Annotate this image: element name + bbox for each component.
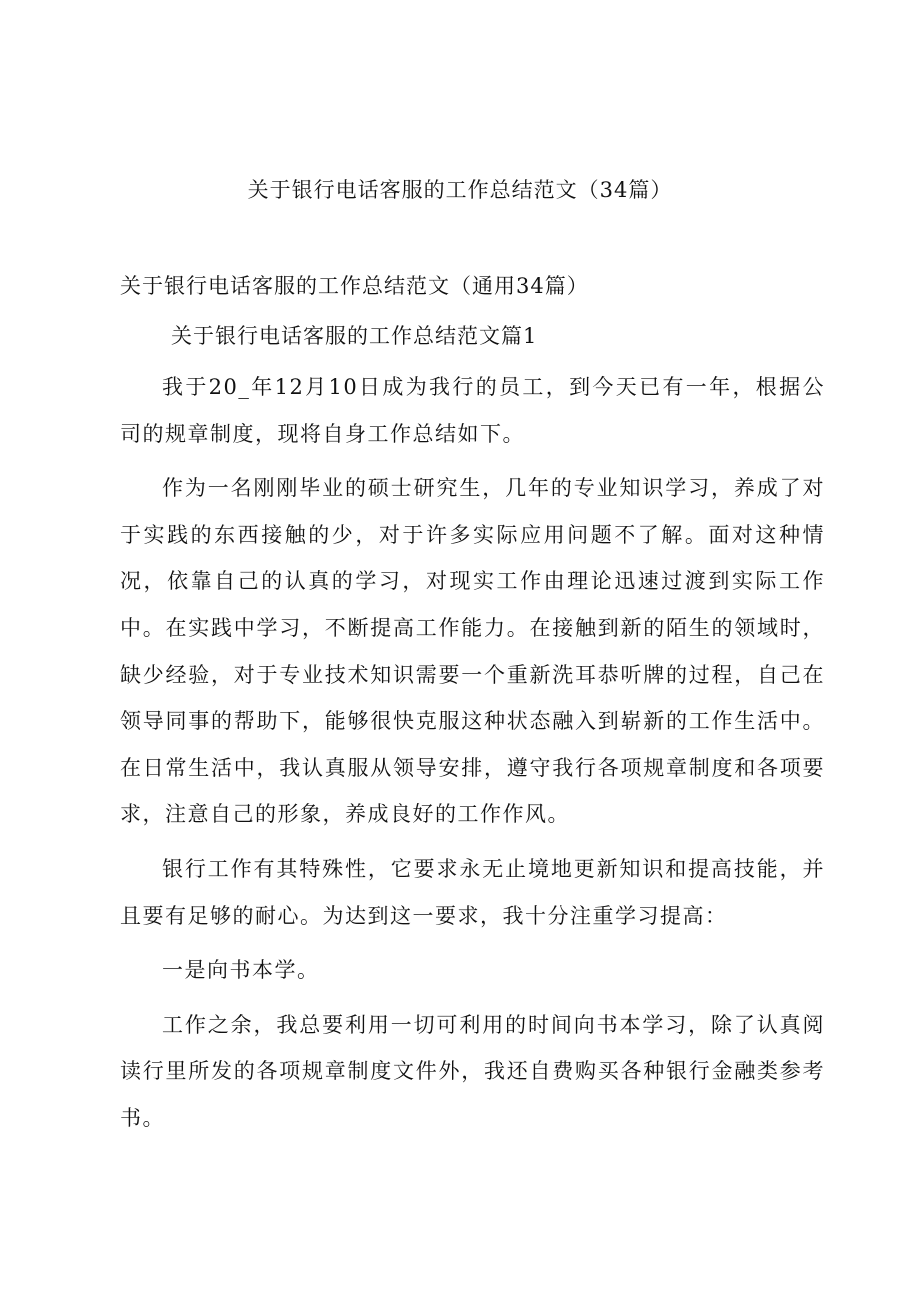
paragraph: 一是向书本学。: [162, 958, 320, 983]
document-title: 关于银行电话客服的工作总结范文（34篇）: [247, 178, 673, 202]
paragraph: 银行工作有其特殊性，它要求永无止境地更新知识和提高技能，并且要有足够的耐心。为达到这一要求，我十分注重学习提高：: [120, 856, 825, 928]
document-subtitle: 关于银行电话客服的工作总结范文（通用34篇）: [120, 274, 589, 298]
paragraph: 我于20_年12月10日成为我行的员工，到今天已有一年，根据公司的规章制度，现将自身工作总结如下。: [120, 375, 825, 446]
paragraph: 工作之余，我总要利用一切可利用的时间向书本学习，除了认真阅读行里所发的各项规章制度文件外，我还自费购买各种银行金融类参考书。: [120, 1012, 825, 1130]
section-heading: 关于银行电话客服的工作总结范文篇1: [171, 324, 538, 348]
document-body: [120, 364, 825, 1150]
paragraph: 作为一名刚刚毕业的硕士研究生，几年的专业知识学习，养成了对于实践的东西接触的少，对于许多实际应用问题不了解。面对这种情况，依靠自己的认真的学习，对现实工作由理论迅速过渡到实际工作中。在实践中学习，不断提高工作能力。在接触到新的陌生的领域时，缺少经验，对于专业技术知识需要一个重新洗耳恭听牌的过程，自己在领导同事的帮助下，能够很快克服这种状态融入到崭新的工作生活中。在日常生活中，我认真服从领导安排，遵守我行各项规章制度和各项要求，注意自己的形象，养成良好的工作作风。: [120, 476, 825, 827]
